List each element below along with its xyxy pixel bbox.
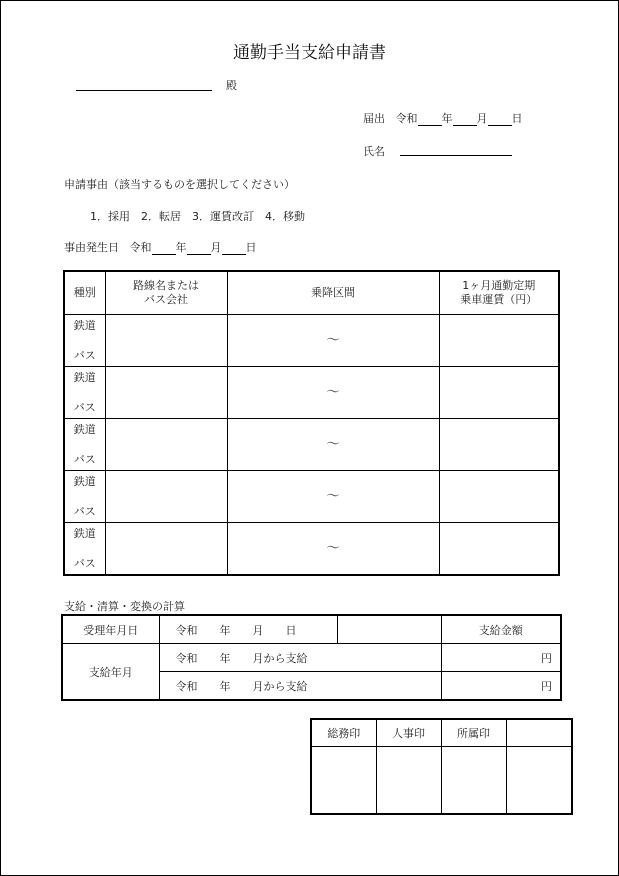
- name-label: 氏名: [363, 145, 385, 158]
- section-cell[interactable]: [227, 367, 439, 419]
- stamp-box-row: [311, 747, 572, 815]
- calculation-label: 支給・清算・変換の計算: [64, 600, 185, 613]
- header-route-line2: バス会社: [144, 293, 188, 306]
- submission-era: 令和: [395, 112, 418, 125]
- fare-cell[interactable]: [439, 419, 559, 471]
- stamp-box-hr[interactable]: [376, 747, 441, 815]
- addressee-suffix: 殿: [226, 79, 237, 92]
- yen-unit-1: 円: [541, 651, 552, 665]
- type-cell[interactable]: [64, 315, 105, 367]
- bus-option: バス: [73, 400, 96, 414]
- header-fare-line2: 乗車運賃（円）: [460, 293, 538, 306]
- stamp-label-department: 所属印: [441, 719, 506, 747]
- amount-field-1[interactable]: [441, 644, 561, 672]
- amount-label: 支給金額: [441, 615, 561, 644]
- received-label: 受理年月日: [62, 615, 159, 644]
- name-line[interactable]: [400, 155, 512, 156]
- period-row-1: [62, 644, 561, 672]
- header-fare: [439, 271, 559, 315]
- calculation-table: [61, 614, 562, 701]
- tilde-separator: ～: [326, 488, 340, 504]
- stamp-label-hr: 人事印: [376, 719, 441, 747]
- fare-cell[interactable]: [439, 471, 559, 523]
- header-route: [105, 271, 227, 315]
- route-cell[interactable]: [105, 471, 227, 523]
- bus-option: バス: [73, 504, 96, 518]
- type-cell[interactable]: [64, 523, 105, 576]
- stamp-label-blank: [506, 719, 572, 747]
- reason-options: 1．採用 2．転居 3．運賃改訂 4．移動: [90, 210, 305, 223]
- amount-field-2[interactable]: [441, 672, 561, 701]
- route-cell[interactable]: [105, 523, 227, 576]
- table-row: [64, 471, 559, 523]
- table-row: [64, 315, 559, 367]
- period-field-1[interactable]: 令和 年 月から支給: [159, 644, 441, 672]
- submission-day-field[interactable]: [488, 113, 512, 126]
- route-table-header: [64, 271, 559, 315]
- submission-year-field[interactable]: [418, 113, 442, 126]
- bus-option: バス: [73, 348, 96, 362]
- table-row: [64, 367, 559, 419]
- fare-cell[interactable]: [439, 367, 559, 419]
- rail-option: 鉄道: [73, 422, 96, 436]
- period-label: 支給年月: [62, 644, 159, 701]
- route-cell[interactable]: [105, 419, 227, 471]
- rail-option: 鉄道: [73, 370, 96, 384]
- section-cell[interactable]: [227, 315, 439, 367]
- table-row: [64, 523, 559, 576]
- bus-option: バス: [73, 452, 96, 466]
- submission-label: 届出: [363, 112, 385, 125]
- bus-option: バス: [73, 556, 96, 570]
- route-cell[interactable]: [105, 315, 227, 367]
- section-cell[interactable]: [227, 523, 439, 576]
- occurrence-label: 事由発生日: [64, 241, 119, 254]
- occurrence-day-label: 日: [245, 241, 257, 254]
- period-field-2[interactable]: 令和 年 月から支給: [159, 672, 441, 701]
- fare-cell[interactable]: [439, 523, 559, 576]
- header-type: 種別: [64, 271, 105, 315]
- occurrence-year-field[interactable]: [152, 242, 176, 255]
- yen-unit-2: 円: [541, 679, 552, 693]
- submission-day-label: 日: [511, 112, 523, 125]
- type-cell[interactable]: [64, 367, 105, 419]
- route-cell[interactable]: [105, 367, 227, 419]
- stamp-box-extra[interactable]: [506, 747, 572, 815]
- route-table: [63, 270, 560, 576]
- section-cell[interactable]: [227, 471, 439, 523]
- stamp-header-row: [311, 719, 572, 747]
- stamp-box-general-affairs[interactable]: [311, 747, 376, 815]
- occurrence-day-field[interactable]: [222, 242, 246, 255]
- submission-month-label: 月: [476, 112, 488, 125]
- stamp-label-general-affairs: 総務印: [311, 719, 376, 747]
- header-fare-line1: 1ヶ月通勤定期: [462, 279, 536, 292]
- submission-date: [363, 110, 523, 126]
- submission-month-field[interactable]: [453, 113, 477, 126]
- tilde-separator: ～: [326, 436, 340, 452]
- type-cell[interactable]: [64, 419, 105, 471]
- occurrence-year-label: 年: [175, 241, 187, 254]
- occurrence-date: [64, 239, 257, 255]
- header-route-line1: 路線名または: [133, 279, 199, 292]
- occurrence-era: 令和: [129, 241, 152, 254]
- received-row: [62, 615, 561, 644]
- section-cell[interactable]: [227, 419, 439, 471]
- tilde-separator: ～: [326, 332, 340, 348]
- fare-cell[interactable]: [439, 315, 559, 367]
- rail-option: 鉄道: [73, 318, 96, 332]
- rail-option: 鉄道: [73, 474, 96, 488]
- rail-option: 鉄道: [73, 526, 96, 540]
- stamp-box-department[interactable]: [441, 747, 506, 815]
- reason-label: 申請事由（該当するものを選択してください）: [64, 178, 295, 191]
- received-date-field[interactable]: 令和 年 月 日: [159, 615, 337, 644]
- stamp-table: [310, 718, 573, 815]
- tilde-separator: ～: [326, 540, 340, 556]
- table-row: [64, 419, 559, 471]
- occurrence-month-field[interactable]: [187, 242, 211, 255]
- calc-gap: [337, 615, 441, 644]
- submission-year-label: 年: [441, 112, 453, 125]
- type-cell[interactable]: [64, 471, 105, 523]
- header-section: 乗降区間: [227, 271, 439, 315]
- document-title: 通勤手当支給申請書: [233, 43, 386, 63]
- addressee-line[interactable]: [76, 90, 212, 91]
- tilde-separator: ～: [326, 384, 340, 400]
- occurrence-month-label: 月: [210, 241, 222, 254]
